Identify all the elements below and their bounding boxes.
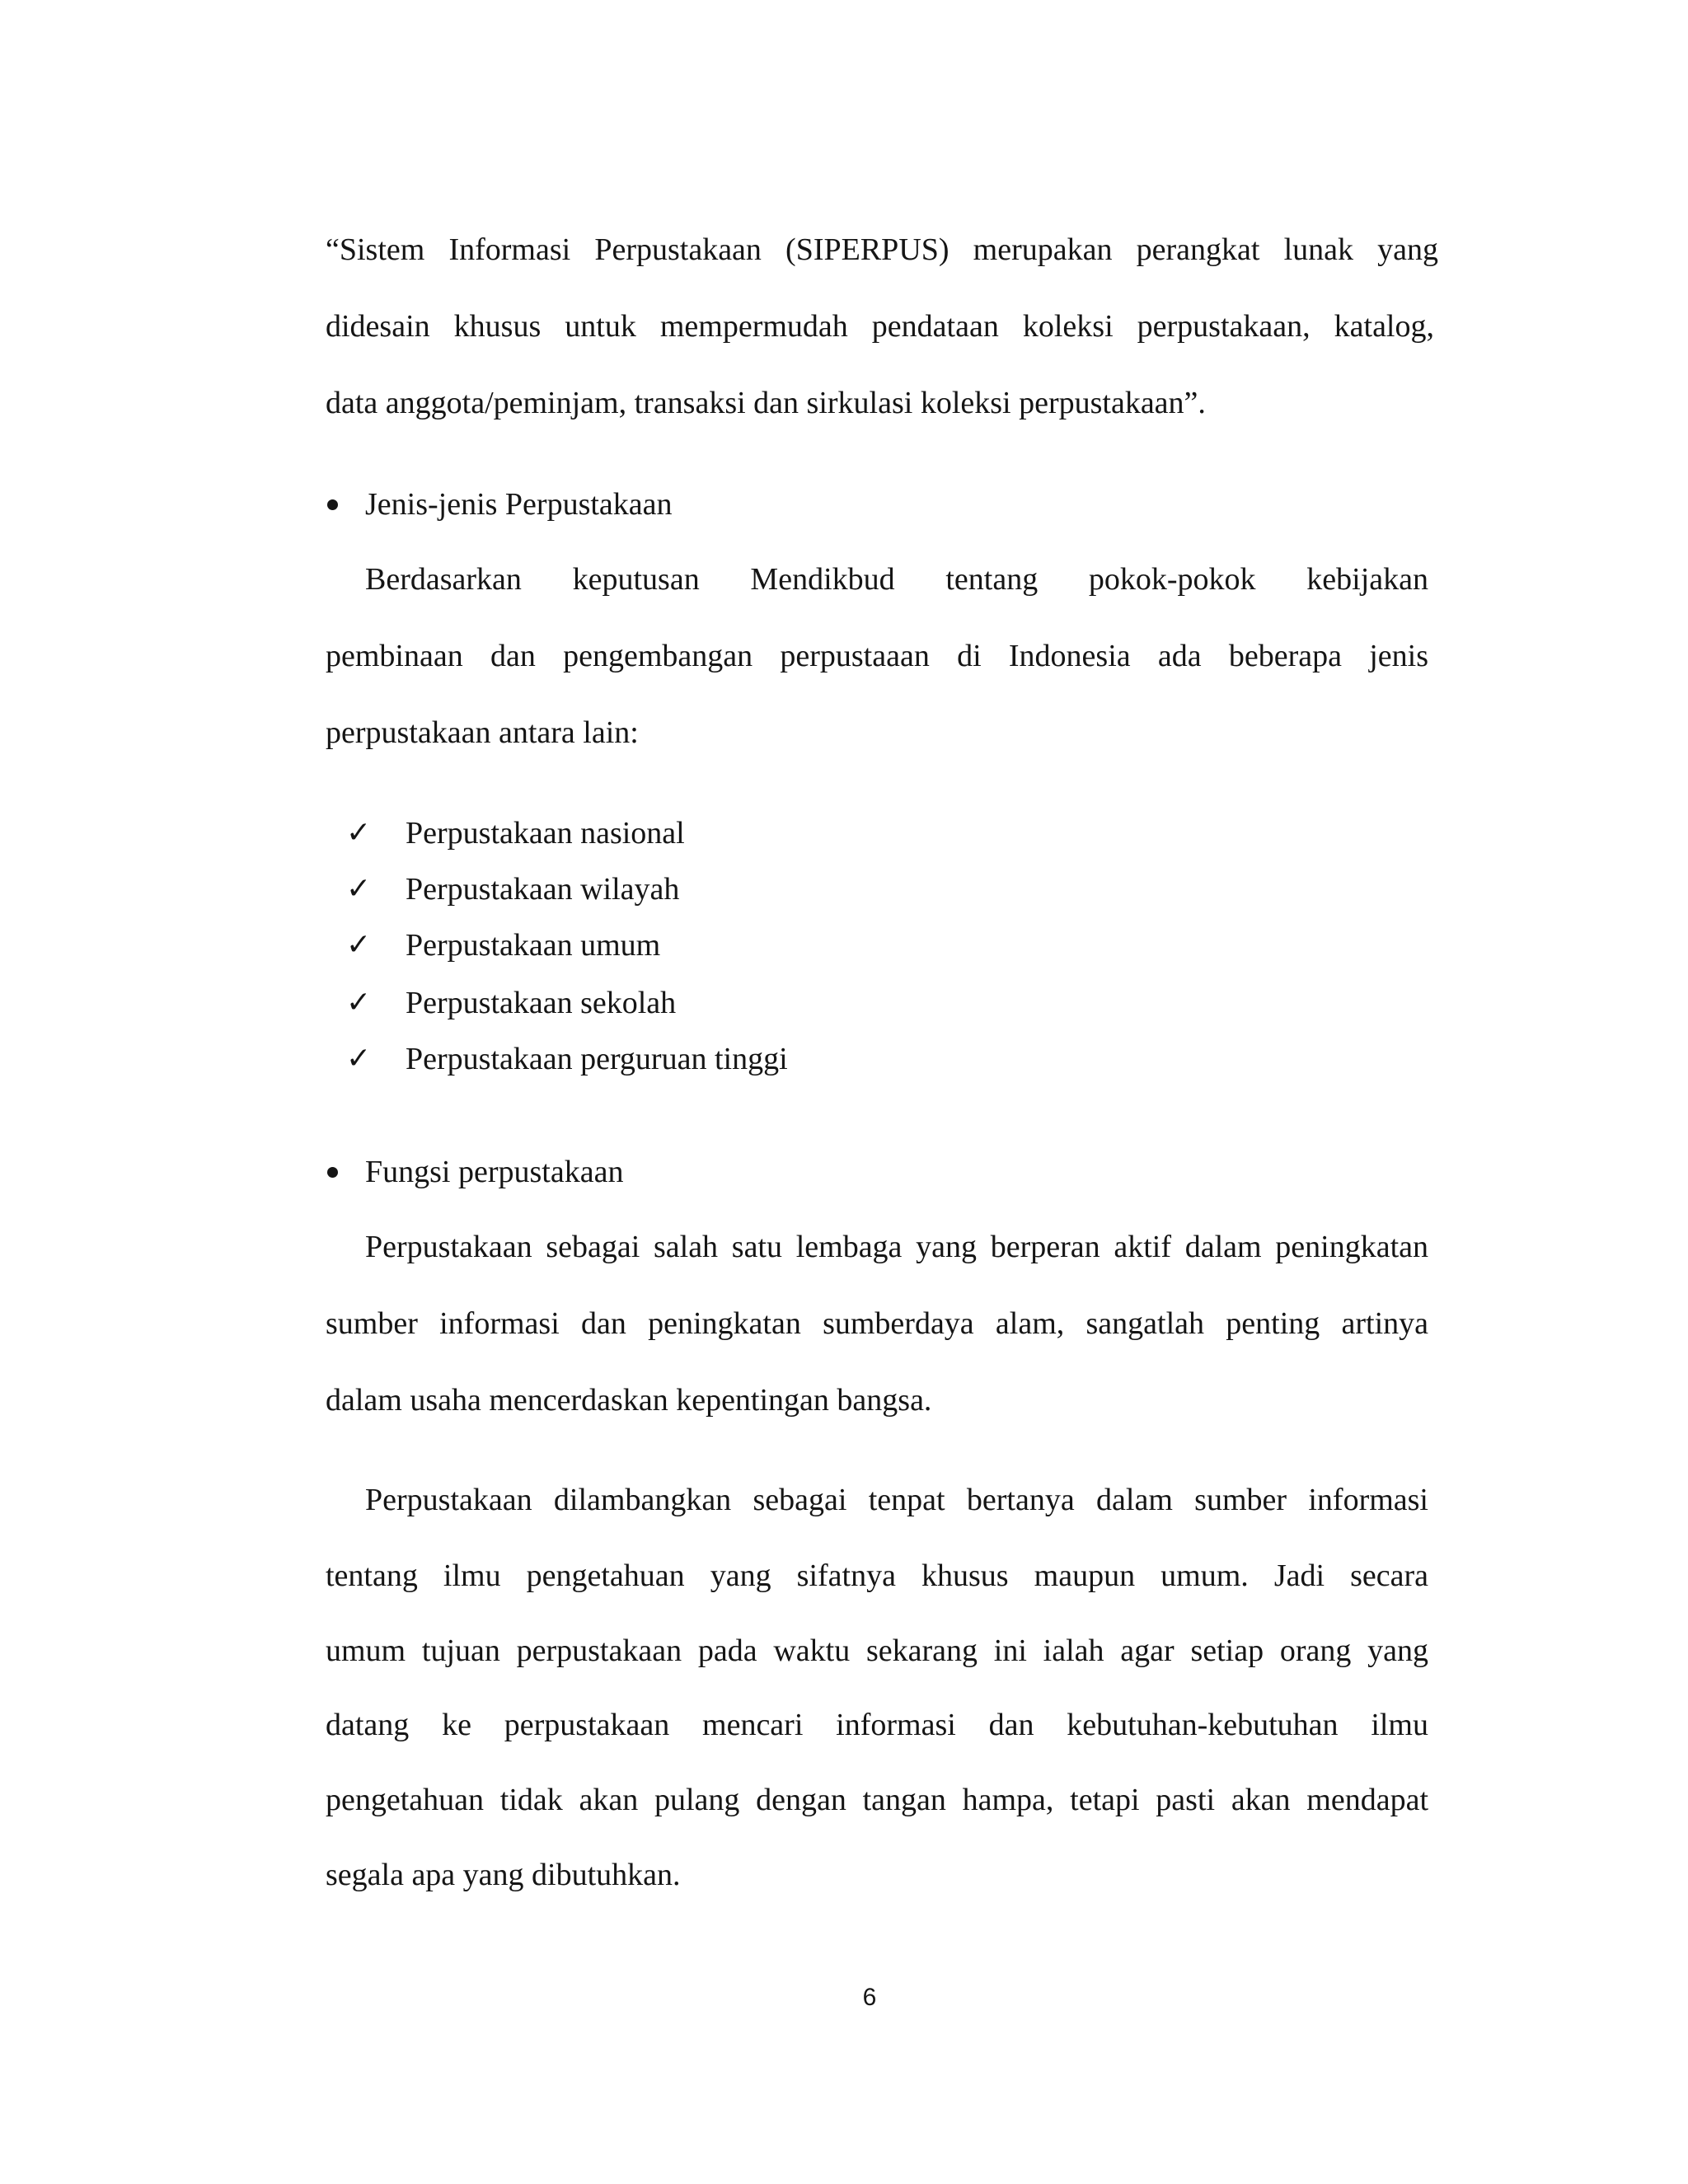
quote-line-2: didesain khusus untuk mempermudah pendataan koleksi perpustakaan, katalog, (326, 309, 1434, 344)
fungsi-paragraph-1 (326, 1228, 1438, 1426)
list-item-label: Perpustakaan nasional (406, 816, 685, 851)
fungsi-p2-line-4: datang ke perpustakaan mencari informasi dan kebutuhan-kebutuhan ilmu (326, 1708, 1428, 1742)
quote-line-1: “Sistem Informasi Perpustakaan (SIPERPUS) merupakan perangkat lunak yang (326, 232, 1438, 267)
list-item-label: Perpustakaan sekolah (406, 986, 677, 1020)
page-number: 6 (862, 1984, 877, 2011)
checkmark-icon: ✓ (346, 928, 372, 962)
bullet-dot-icon (327, 499, 338, 510)
fungsi-p1-line-1: Perpustakaan sebagai salah satu lembaga yang berperan aktif dalam peningkatan (365, 1230, 1428, 1264)
fungsi-p1-line-2: sumber informasi dan peningkatan sumberdaya alam, sangatlah penting artinya (326, 1306, 1428, 1341)
checkmark-icon: ✓ (346, 986, 372, 1019)
heading-text: Fungsi perpustakaan (365, 1155, 624, 1189)
jenis-intro-line-2: pembinaan dan pengembangan perpustaaan di Indonesia ada beberapa jenis (326, 639, 1428, 673)
list-item-label: Perpustakaan umum (406, 928, 661, 963)
fungsi-paragraph-2 (326, 1481, 1438, 1910)
jenis-intro-line-3: perpustakaan antara lain: (326, 715, 639, 750)
jenis-intro-paragraph (326, 560, 1438, 758)
fungsi-p2-line-5: pengetahuan tidak akan pulang dengan tangan hampa, tetapi pasti akan mendapat (326, 1783, 1428, 1817)
jenis-intro-line-1: Berdasarkan keputusan Mendikbud tentang pokok-pokok kebijakan (365, 562, 1428, 597)
fungsi-p1-line-3: dalam usaha mencerdaskan kepentingan bangsa. (326, 1383, 932, 1418)
quote-line-3: data anggota/peminjam, transaksi dan sirkulasi koleksi perpustakaan”. (326, 386, 1206, 420)
fungsi-p2-line-3: umum tujuan perpustakaan pada waktu sekarang ini ialah agar setiap orang yang (326, 1633, 1428, 1668)
heading-text: Jenis-jenis Perpustakaan (365, 487, 673, 522)
quote-paragraph (326, 231, 1438, 429)
checkmark-icon: ✓ (346, 1042, 372, 1076)
fungsi-p2-line-6: segala apa yang dibutuhkan. (326, 1858, 681, 1892)
checkmark-icon: ✓ (346, 816, 372, 850)
fungsi-p2-line-2: tentang ilmu pengetahuan yang sifatnya khusus maupun umum. Jadi secara (326, 1558, 1428, 1593)
fungsi-p2-line-1: Perpustakaan dilambangkan sebagai tenpat bertanya dalam sumber informasi (365, 1483, 1428, 1517)
list-item-label: Perpustakaan wilayah (406, 872, 680, 907)
list-item-label: Perpustakaan perguruan tinggi (406, 1042, 788, 1076)
checkmark-icon: ✓ (346, 872, 372, 906)
bullet-dot-icon (327, 1167, 338, 1178)
